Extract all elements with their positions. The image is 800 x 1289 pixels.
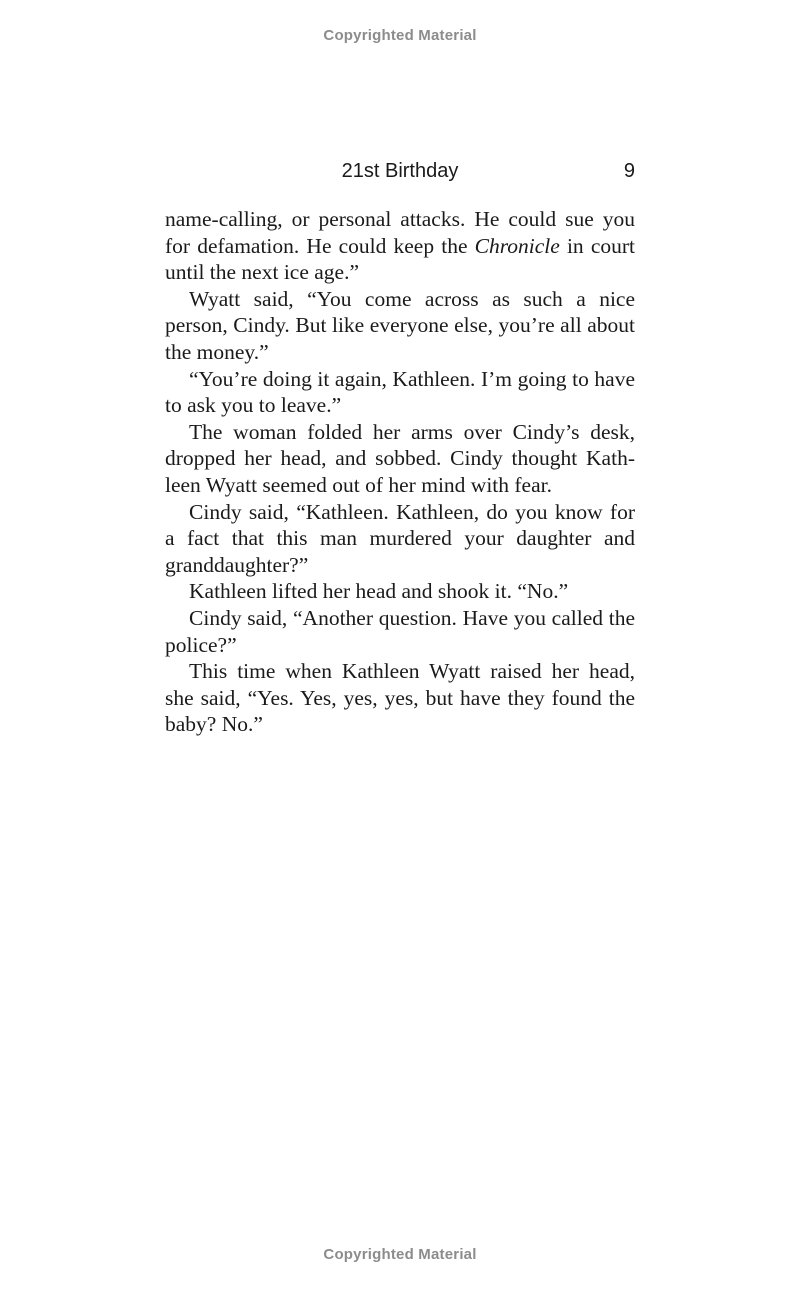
paragraph: This time when Kathleen Wyatt raised her head, she said, “Yes. Yes, yes, yes, but have they found the baby? No.” <box>165 659 635 737</box>
paragraph: “You’re doing it again, Kathleen. I’m going to have to ask you to leave.” <box>165 366 635 418</box>
paragraph-text: name-calling, or personal attacks. He could sue you for defamation. He could keep the <box>165 207 635 258</box>
copyright-watermark-bottom: Copyrighted Material <box>323 1246 477 1263</box>
paragraph-text: in court until the next ice age.” <box>165 233 635 285</box>
copyright-watermark-top: Copyrighted Material <box>323 27 477 44</box>
page-number: 9 <box>623 160 635 182</box>
body-text <box>165 206 635 738</box>
paragraph <box>165 206 635 286</box>
paragraph: The woman folded her arms over Cindy’s desk, dropped her head, and sobbed. Cindy thought Kathleen Wyatt seemed out of her mind with fear. <box>165 419 635 497</box>
paragraph: Wyatt said, “You come across as such a nice person, Cindy. But like everyone else, you’re all about the money.” <box>165 286 635 364</box>
chapter-title: 21st Birthday <box>341 160 459 182</box>
running-head <box>165 160 635 186</box>
paragraph: Cindy said, “Kathleen. Kathleen, do you know for a fact that this man murdered your daughter and granddaughter?” <box>165 499 635 577</box>
paragraph: Kathleen lifted her head and shook it. “No.” <box>189 579 569 604</box>
publication-title: Chronicle <box>474 233 560 258</box>
paragraph: Cindy said, “Another question. Have you called the police?” <box>165 605 635 657</box>
